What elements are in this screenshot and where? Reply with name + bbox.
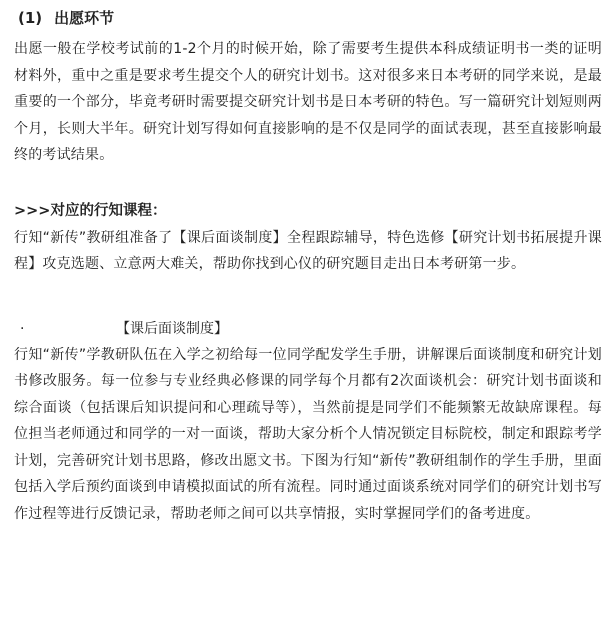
bullet-title: 【课后面谈制度】 [116,320,228,337]
interview-paragraph: 行知“新传”学教研队伍在入学之初给每一位同学配发学生手册，讲解课后面谈制度和研究计划书修改服务。每一位参与专业经典必修课的同学每个月都有2次面谈机会：研究计划书面谈和综合面谈（包括课后知识提问和心理疏导等），当然前提是同学们不能频繁无故缺席课程。每位担当老师通过和同学的一对一面谈，帮助大家分析个人情况锁定目标院校，制定和跟踪考学计划，完善研究计划书思路，修改出愿文书。下图为行知“新传”教研组制作的学生手册，里面包括入学后预约面谈到申请模拟面试的所有流程。同时通过面谈系统对同学们的研究计划书写作过程等进行反馈记录，帮助老师之间可以共享情报，实时掌握同学们的备考进度。 [14,346,602,522]
section-title: 出愿环节 [54,9,115,27]
course-subheading: >>>对应的行知课程： [14,202,167,219]
bullet-dot: · [20,320,25,337]
bullet-item-after-class-interview [14,316,602,342]
section-number: (1) [18,9,43,27]
spacer [14,169,602,199]
application-paragraph: 出愿一般在学校考试前的1-2个月的时候开始，除了需要考生提供本科成绩证明书一类的证明材料外，重中之重是要求考生提交个人的研究计划书。这对很多来日本考研的同学来说，是最重要的一个部分，毕竟考研时需要提交研究计划书是日本考研的特色。写一篇研究计划短则两个月，长则大半年。研究计划写得如何直接影响的是不仅是同学的面试表现，甚至直接影响最终的考试结果。 [14,41,602,163]
spacer [14,278,602,316]
course-paragraph: 行知“新传”教研组准备了【课后面谈制度】全程跟踪辅导，特色选修【研究计划书拓展提升课程】攻克选题、立意两大难关，帮助你找到心仪的研究题目走出日本考研第一步。 [14,229,602,272]
section-heading-application [18,6,602,30]
